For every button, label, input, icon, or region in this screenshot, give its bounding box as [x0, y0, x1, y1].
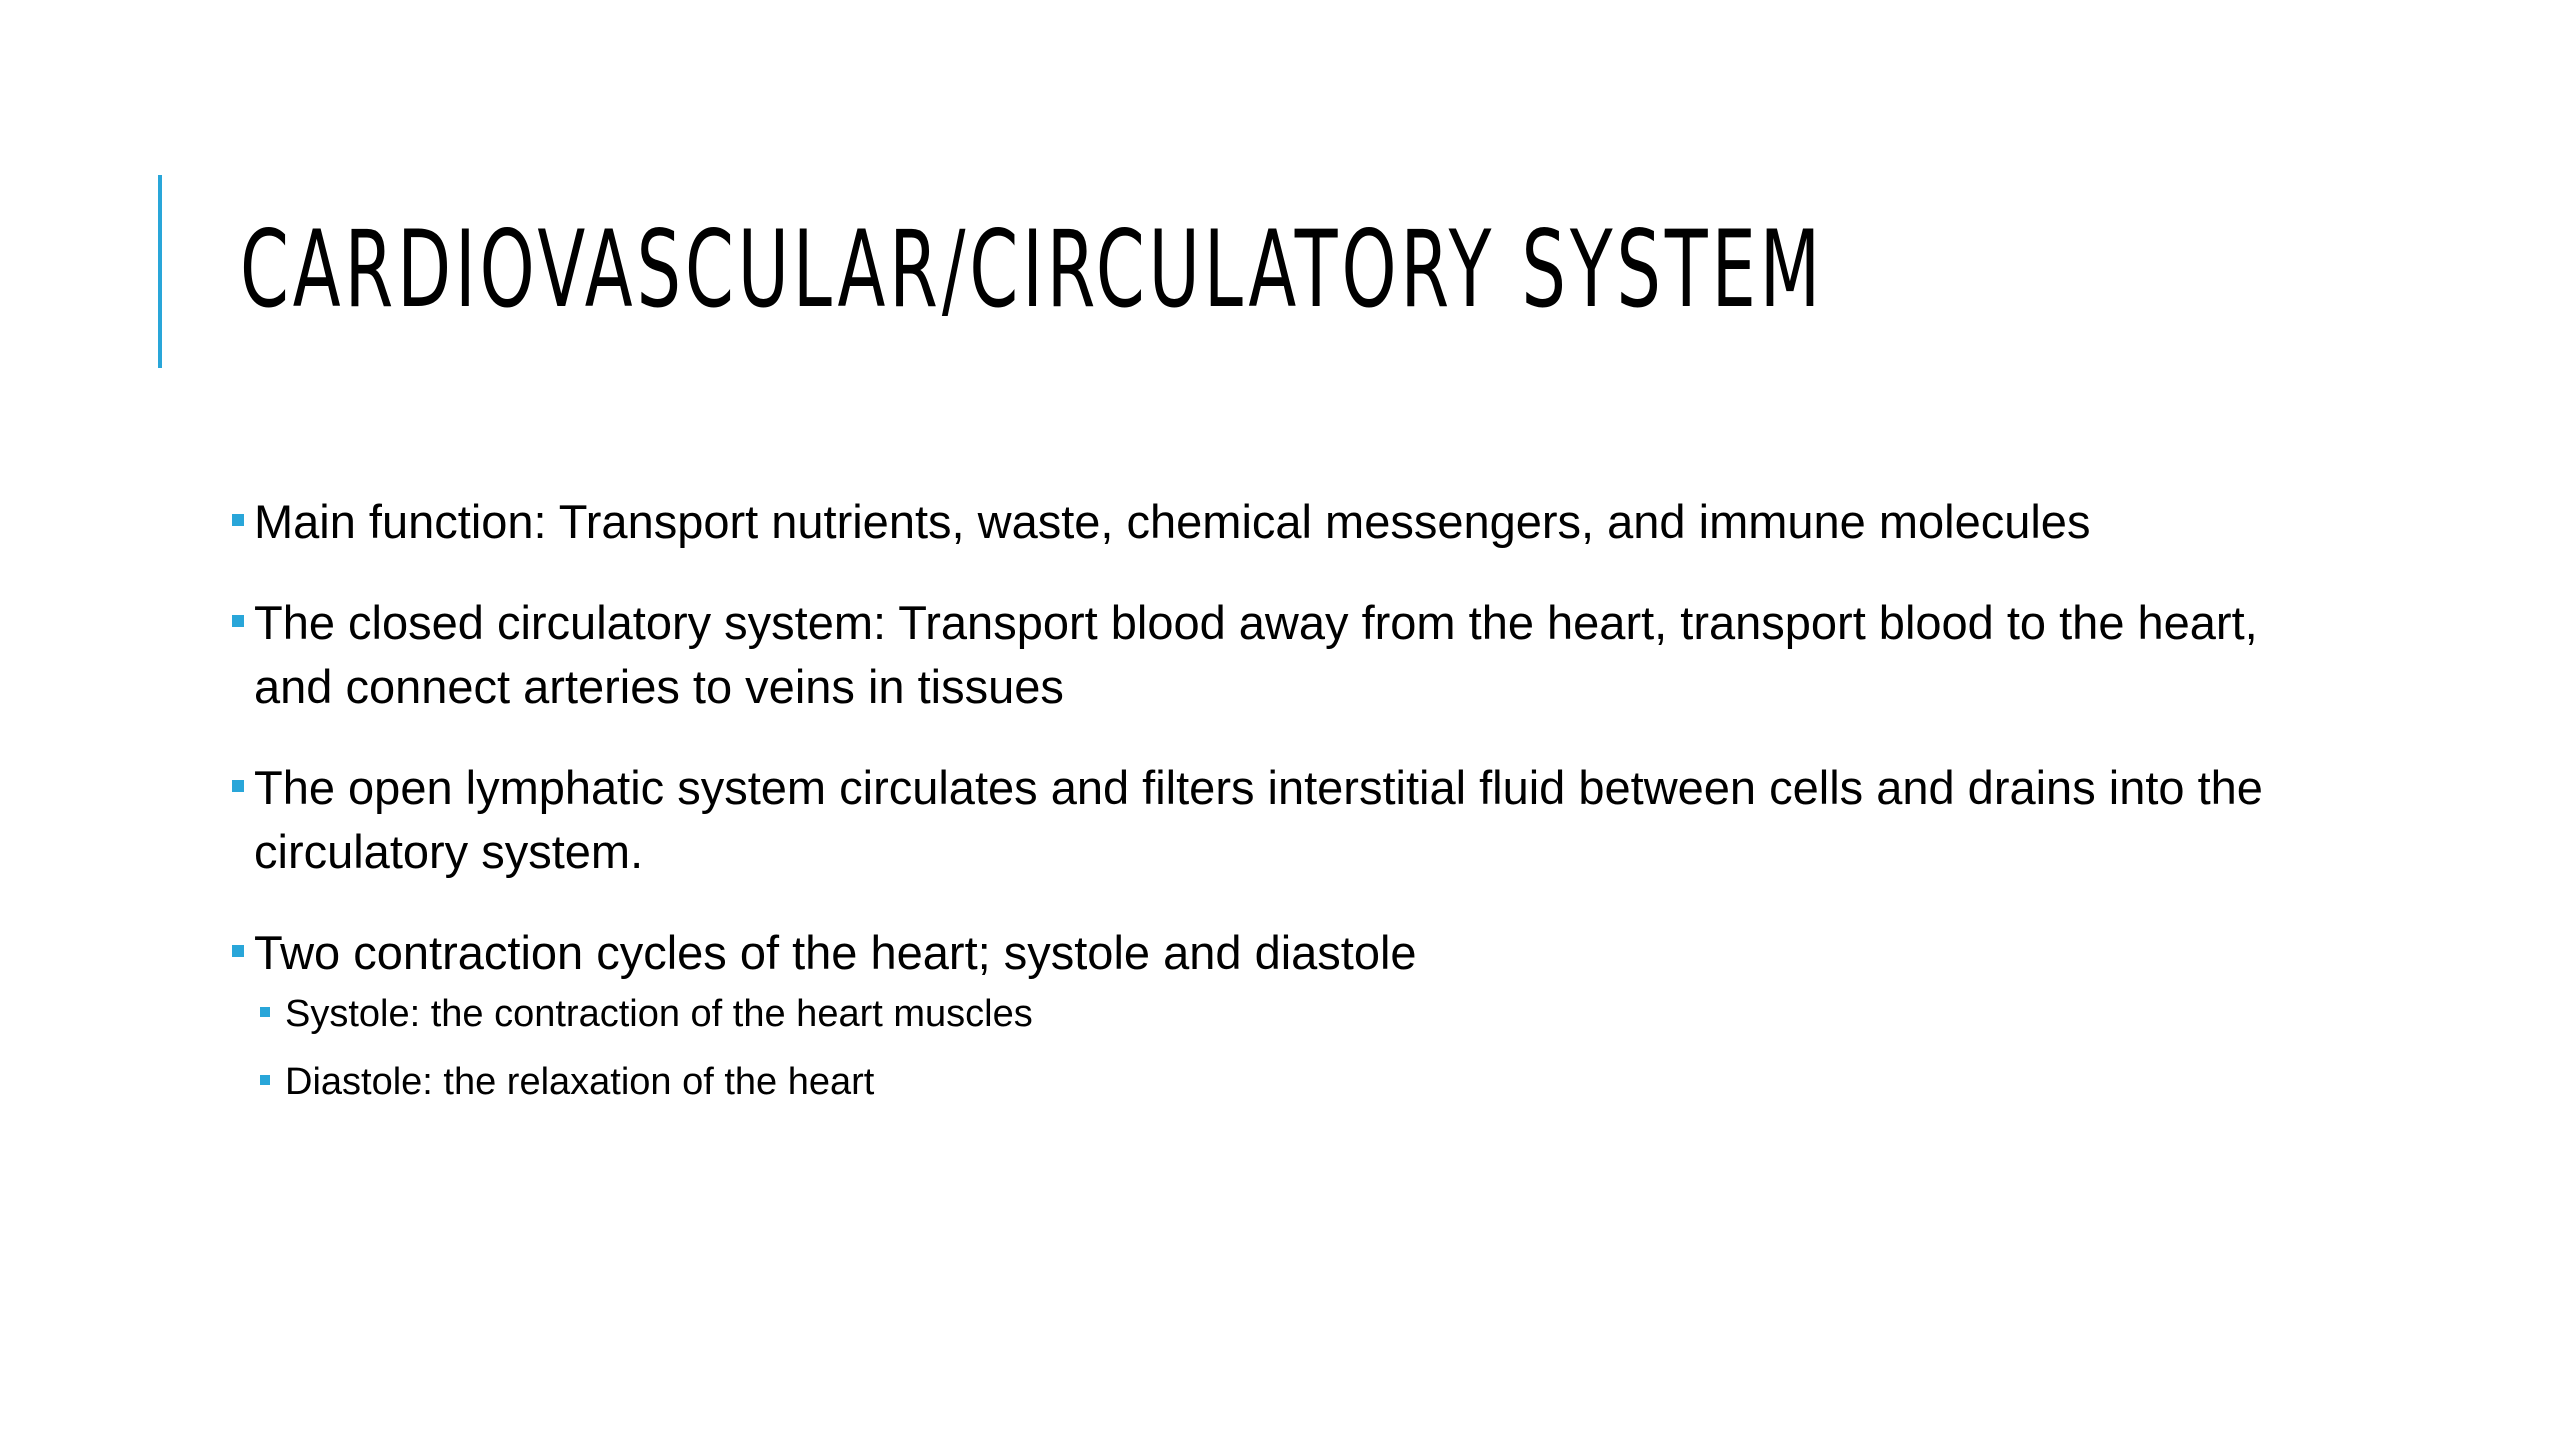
bullet-list: [230, 490, 2330, 1123]
sub-bullet-text: Systole: the contraction of the heart muscles: [285, 993, 1033, 1035]
square-bullet-icon: [232, 615, 244, 627]
bullet-item: [230, 591, 2330, 719]
bullet-text: The closed circulatory system: Transport blood away from the heart, transport blood to the heart, and connect arteries to veins in tissues: [254, 596, 2258, 713]
bullet-item: [230, 756, 2330, 884]
sub-bullet-list: [230, 987, 2330, 1109]
square-bullet-icon: [260, 1007, 270, 1017]
bullet-text: The open lymphatic system circulates and filters interstitial fluid between cells and drains into the circulatory system.: [254, 761, 2263, 878]
square-bullet-icon: [232, 780, 244, 792]
sub-bullet-text: Diastole: the relaxation of the heart: [285, 1061, 875, 1103]
bullet-text: Main function: Transport nutrients, waste, chemical messengers, and immune molecules: [254, 495, 2091, 548]
bullet-text: Two contraction cycles of the heart; systole and diastole: [254, 926, 1417, 979]
title-accent-bar: [158, 175, 162, 368]
square-bullet-icon: [232, 945, 244, 957]
sub-bullet-item: [230, 1055, 2330, 1109]
square-bullet-icon: [232, 514, 244, 526]
sub-bullet-item: [230, 987, 2330, 1041]
sub-bullet-container: [230, 987, 2330, 1109]
bullet-item: [230, 921, 2330, 985]
slide-title: CARDIOVASCULAR/CIRCULATORY SYSTEM: [240, 208, 1825, 331]
bullet-item: [230, 490, 2330, 554]
square-bullet-icon: [260, 1075, 270, 1085]
